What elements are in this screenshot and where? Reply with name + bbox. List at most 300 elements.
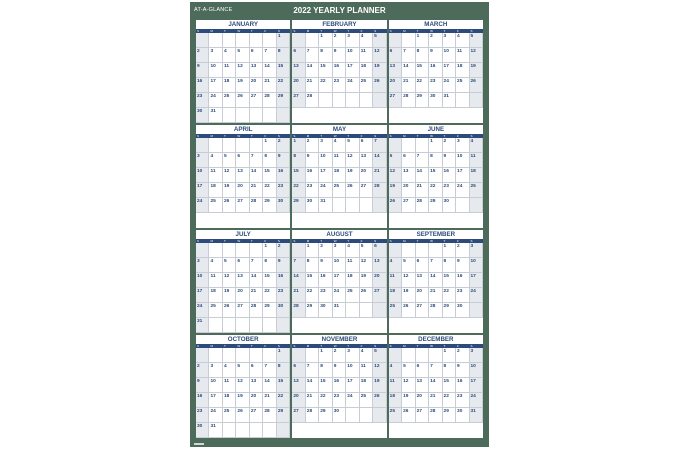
- day-cell: [250, 183, 263, 198]
- day-cell: [236, 63, 249, 78]
- day-number: 10: [457, 154, 463, 159]
- day-number: 18: [333, 169, 340, 174]
- day-number: 22: [320, 394, 326, 399]
- weekday-label: T: [347, 29, 350, 33]
- day-cell: [306, 93, 319, 108]
- day-cell: [360, 48, 373, 63]
- day-cell: [402, 168, 415, 183]
- day-number: 3: [197, 259, 200, 264]
- day-number: 13: [389, 64, 395, 69]
- day-cell: [333, 273, 346, 288]
- day-number: 26: [347, 184, 353, 189]
- day-number: 24: [443, 79, 449, 84]
- day-number: 13: [416, 379, 422, 384]
- day-number: 10: [470, 259, 476, 264]
- day-cell: [236, 423, 249, 438]
- day-cell: [223, 108, 236, 123]
- day-cell: [429, 363, 442, 378]
- day-cell: [223, 273, 236, 288]
- day-number: 28: [250, 199, 257, 204]
- day-cell: [402, 48, 415, 63]
- day-number: 11: [360, 49, 366, 54]
- day-number: 6: [403, 154, 406, 159]
- day-cell: [196, 348, 209, 363]
- day-number: 19: [223, 184, 230, 189]
- day-number: 15: [293, 169, 299, 174]
- day-number: 8: [277, 364, 281, 369]
- day-number: 7: [293, 259, 296, 264]
- day-number: 14: [416, 169, 422, 174]
- day-number: 30: [457, 409, 463, 414]
- day-number: 16: [197, 394, 203, 399]
- day-number: 17: [443, 64, 449, 69]
- day-cell: [402, 363, 415, 378]
- day-number: 23: [430, 79, 436, 84]
- day-number: 24: [197, 304, 203, 309]
- day-cell: [333, 243, 346, 258]
- weekday-label: T: [223, 134, 226, 138]
- day-cell: [373, 378, 386, 393]
- day-number: 12: [389, 169, 395, 174]
- day-cell: [416, 273, 429, 288]
- day-number: 22: [264, 289, 270, 294]
- day-number: 9: [430, 49, 433, 54]
- day-cell: [470, 168, 483, 183]
- day-number: 12: [237, 64, 243, 69]
- day-cell: [456, 93, 469, 108]
- weekday-label: W: [430, 239, 433, 243]
- day-cell: [277, 363, 290, 378]
- day-number: 7: [264, 364, 268, 369]
- day-number: 28: [306, 409, 313, 414]
- day-cell: [389, 393, 402, 408]
- day-cell: [292, 243, 305, 258]
- day-number: 24: [347, 79, 353, 84]
- day-cell: [236, 153, 249, 168]
- month-april: [196, 125, 290, 228]
- day-cell: [292, 138, 305, 153]
- day-cell: [306, 183, 319, 198]
- day-cell: [333, 168, 346, 183]
- day-number: 14: [293, 274, 299, 279]
- day-cell: [263, 183, 276, 198]
- day-cell: [306, 303, 319, 318]
- day-cell: [402, 78, 415, 93]
- day-cell: [389, 303, 402, 318]
- day-number: 26: [237, 94, 243, 99]
- day-cell: [277, 273, 290, 288]
- day-cell: [277, 318, 290, 333]
- day-number: 28: [430, 304, 436, 309]
- weekday-label: F: [264, 134, 267, 138]
- day-number: 13: [416, 274, 422, 279]
- day-cell: [223, 348, 236, 363]
- day-number: 21: [293, 289, 299, 294]
- day-cell: [373, 393, 386, 408]
- day-cell: [319, 198, 332, 213]
- day-cell: [250, 393, 263, 408]
- day-cell: [306, 198, 319, 213]
- day-cell: [389, 48, 402, 63]
- day-number: 10: [197, 169, 203, 174]
- weekday-label: T: [223, 344, 226, 348]
- day-cell: [360, 408, 373, 423]
- day-cell: [360, 93, 373, 108]
- day-cell: [209, 243, 222, 258]
- day-cell: [263, 63, 276, 78]
- weekday-label: W: [430, 29, 433, 33]
- day-cell: [346, 33, 359, 48]
- day-cell: [389, 33, 402, 48]
- day-cell: [292, 63, 305, 78]
- day-number: 8: [320, 49, 323, 54]
- weekday-label: S: [197, 134, 200, 138]
- day-cell: [277, 138, 290, 153]
- day-cell: [209, 378, 222, 393]
- day-number: 20: [416, 394, 422, 399]
- weekday-label: M: [210, 344, 213, 348]
- day-cell: [346, 78, 359, 93]
- day-cell: [263, 393, 276, 408]
- day-cell: [402, 378, 415, 393]
- day-number: 29: [443, 409, 449, 414]
- day-number: 17: [210, 79, 216, 84]
- day-cell: [333, 63, 346, 78]
- day-number: 13: [237, 274, 243, 279]
- day-number: 1: [320, 34, 323, 39]
- weekday-label: W: [430, 134, 433, 138]
- weekday-label: S: [389, 29, 392, 33]
- day-cell: [470, 138, 483, 153]
- day-number: 24: [197, 199, 203, 204]
- day-cell: [196, 138, 209, 153]
- footer-mark: [194, 443, 204, 445]
- day-number: 19: [403, 394, 409, 399]
- day-cell: [250, 378, 263, 393]
- day-cell: [373, 93, 386, 108]
- day-cell: [333, 258, 346, 273]
- weekday-label: T: [250, 344, 253, 348]
- weekday-label: T: [250, 29, 253, 33]
- day-cell: [429, 303, 442, 318]
- day-number: 9: [197, 379, 200, 384]
- day-number: 12: [374, 49, 380, 54]
- day-cell: [263, 78, 276, 93]
- day-number: 19: [374, 379, 380, 384]
- month-name: SEPTEMBER: [416, 231, 456, 238]
- day-cell: [306, 33, 319, 48]
- day-number: 14: [306, 64, 313, 69]
- day-number: 24: [457, 184, 463, 189]
- day-cell: [196, 168, 209, 183]
- day-cell: [360, 168, 373, 183]
- day-cell: [360, 63, 373, 78]
- day-cell: [277, 33, 290, 48]
- day-cell: [443, 393, 456, 408]
- weekday-label: T: [347, 134, 350, 138]
- day-cell: [236, 408, 249, 423]
- day-number: 6: [250, 49, 254, 54]
- day-number: 8: [320, 364, 323, 369]
- day-cell: [196, 393, 209, 408]
- day-cell: [292, 153, 305, 168]
- day-cell: [429, 183, 442, 198]
- day-cell: [470, 243, 483, 258]
- day-cell: [250, 63, 263, 78]
- day-cell: [292, 93, 305, 108]
- day-cell: [346, 348, 359, 363]
- day-cell: [373, 78, 386, 93]
- day-number: 28: [264, 94, 270, 99]
- day-cell: [456, 378, 469, 393]
- month-june: [389, 125, 483, 228]
- day-cell: [223, 33, 236, 48]
- day-number: 26: [374, 394, 380, 399]
- weekday-label: T: [320, 134, 323, 138]
- day-cell: [292, 78, 305, 93]
- weekday-label: S: [374, 239, 377, 243]
- day-number: 21: [306, 394, 313, 399]
- day-number: 28: [416, 199, 422, 204]
- day-number: 16: [277, 169, 284, 174]
- day-cell: [306, 48, 319, 63]
- day-number: 26: [360, 289, 367, 294]
- day-cell: [333, 408, 346, 423]
- day-number: 7: [250, 154, 254, 159]
- day-number: 1: [306, 244, 310, 249]
- day-cell: [373, 168, 386, 183]
- day-number: 27: [403, 199, 409, 204]
- day-cell: [346, 153, 359, 168]
- day-cell: [223, 48, 236, 63]
- day-cell: [416, 198, 429, 213]
- day-cell: [196, 258, 209, 273]
- day-cell: [319, 168, 332, 183]
- day-number: 4: [389, 259, 393, 264]
- weekday-label: M: [306, 239, 310, 243]
- day-cell: [470, 258, 483, 273]
- day-number: 20: [403, 184, 409, 189]
- day-cell: [209, 318, 222, 333]
- weekday-label: S: [374, 344, 377, 348]
- day-cell: [333, 153, 346, 168]
- day-number: 14: [306, 379, 313, 384]
- weekday-label: S: [470, 134, 473, 138]
- weekday-label: T: [347, 344, 350, 348]
- day-cell: [443, 33, 456, 48]
- day-cell: [292, 303, 305, 318]
- day-cell: [263, 153, 276, 168]
- weekday-label: S: [389, 239, 392, 243]
- weekday-label: F: [360, 239, 363, 243]
- day-number: 6: [360, 139, 364, 144]
- day-cell: [236, 258, 249, 273]
- day-cell: [292, 288, 305, 303]
- day-number: 25: [223, 94, 230, 99]
- day-cell: [319, 393, 332, 408]
- day-number: 2: [320, 244, 323, 249]
- day-number: 13: [293, 64, 299, 69]
- day-cell: [443, 408, 456, 423]
- day-cell: [319, 348, 332, 363]
- day-cell: [250, 48, 263, 63]
- day-number: 5: [403, 364, 406, 369]
- day-cell: [263, 33, 276, 48]
- weekday-label: T: [443, 29, 446, 33]
- day-number: 21: [403, 79, 409, 84]
- day-cell: [373, 288, 386, 303]
- day-cell: [263, 423, 276, 438]
- day-cell: [416, 348, 429, 363]
- day-cell: [196, 153, 209, 168]
- weekday-label: W: [237, 134, 241, 138]
- weekday-label: M: [306, 344, 310, 348]
- day-cell: [319, 363, 332, 378]
- day-number: 9: [320, 259, 323, 264]
- weekday-label: T: [416, 29, 419, 33]
- day-cell: [277, 258, 290, 273]
- day-number: 18: [360, 64, 367, 69]
- day-cell: [443, 78, 456, 93]
- day-cell: [389, 273, 402, 288]
- day-number: 26: [470, 79, 476, 84]
- day-number: 23: [443, 184, 449, 189]
- day-number: 25: [333, 184, 340, 189]
- day-number: 18: [389, 289, 395, 294]
- weekday-label: F: [360, 344, 363, 348]
- day-cell: [456, 183, 469, 198]
- day-number: 27: [293, 94, 299, 99]
- weekday-label: S: [293, 239, 296, 243]
- day-cell: [209, 348, 222, 363]
- day-cell: [306, 243, 319, 258]
- day-number: 10: [197, 274, 203, 279]
- day-number: 8: [416, 49, 420, 54]
- day-number: 20: [293, 79, 299, 84]
- day-cell: [277, 48, 290, 63]
- day-number: 22: [430, 184, 436, 189]
- weekday-label: W: [430, 344, 433, 348]
- month-september: [389, 230, 483, 333]
- day-cell: [333, 393, 346, 408]
- day-cell: [470, 198, 483, 213]
- day-number: 23: [333, 79, 340, 84]
- day-cell: [456, 363, 469, 378]
- day-number: 16: [457, 274, 463, 279]
- day-cell: [333, 48, 346, 63]
- day-cell: [429, 198, 442, 213]
- day-number: 9: [457, 364, 460, 369]
- day-cell: [416, 303, 429, 318]
- day-cell: [402, 348, 415, 363]
- day-cell: [319, 408, 332, 423]
- weekday-label: T: [320, 29, 323, 33]
- day-cell: [263, 93, 276, 108]
- day-cell: [223, 423, 236, 438]
- day-cell: [470, 288, 483, 303]
- day-cell: [277, 168, 290, 183]
- month-october: [196, 335, 290, 438]
- day-cell: [360, 288, 373, 303]
- day-number: 27: [374, 289, 380, 294]
- day-cell: [236, 168, 249, 183]
- day-cell: [236, 93, 249, 108]
- day-number: 1: [277, 34, 281, 39]
- day-cell: [319, 243, 332, 258]
- day-cell: [429, 48, 442, 63]
- day-cell: [209, 288, 222, 303]
- day-number: 31: [333, 304, 340, 309]
- day-number: 18: [223, 79, 230, 84]
- day-cell: [196, 183, 209, 198]
- day-number: 21: [264, 394, 270, 399]
- day-cell: [319, 63, 332, 78]
- day-number: 28: [403, 94, 409, 99]
- day-number: 14: [430, 274, 436, 279]
- day-number: 1: [320, 349, 323, 354]
- day-number: 7: [416, 154, 420, 159]
- day-cell: [209, 408, 222, 423]
- day-number: 11: [333, 154, 339, 159]
- day-number: 18: [210, 184, 216, 189]
- day-cell: [429, 63, 442, 78]
- day-number: 17: [457, 169, 463, 174]
- day-number: 29: [293, 199, 299, 204]
- day-number: 30: [320, 304, 326, 309]
- day-number: 25: [210, 199, 216, 204]
- day-number: 28: [264, 409, 270, 414]
- day-number: 25: [360, 394, 367, 399]
- day-number: 31: [210, 109, 216, 114]
- day-cell: [416, 258, 429, 273]
- day-cell: [402, 393, 415, 408]
- day-cell: [443, 303, 456, 318]
- day-number: 9: [277, 154, 281, 159]
- day-number: 7: [403, 49, 406, 54]
- day-number: 4: [389, 364, 393, 369]
- day-cell: [456, 168, 469, 183]
- day-cell: [360, 348, 373, 363]
- day-number: 20: [250, 394, 257, 399]
- day-cell: [236, 393, 249, 408]
- day-cell: [346, 63, 359, 78]
- month-name: APRIL: [233, 126, 253, 133]
- day-cell: [250, 303, 263, 318]
- day-cell: [292, 408, 305, 423]
- day-number: 9: [457, 259, 460, 264]
- day-cell: [429, 348, 442, 363]
- day-cell: [306, 393, 319, 408]
- day-number: 20: [293, 394, 299, 399]
- day-cell: [209, 138, 222, 153]
- day-number: 1: [443, 244, 447, 249]
- day-cell: [416, 168, 429, 183]
- day-cell: [346, 243, 359, 258]
- day-number: 10: [443, 49, 449, 54]
- day-cell: [443, 168, 456, 183]
- weekday-label: S: [374, 29, 377, 33]
- weekday-label: T: [443, 344, 446, 348]
- day-number: 11: [210, 169, 216, 174]
- day-number: 17: [470, 379, 476, 384]
- weekday-label: M: [403, 134, 406, 138]
- day-cell: [470, 153, 483, 168]
- day-number: 27: [416, 409, 422, 414]
- day-cell: [416, 363, 429, 378]
- day-number: 21: [374, 169, 380, 174]
- day-cell: [223, 183, 236, 198]
- day-cell: [250, 408, 263, 423]
